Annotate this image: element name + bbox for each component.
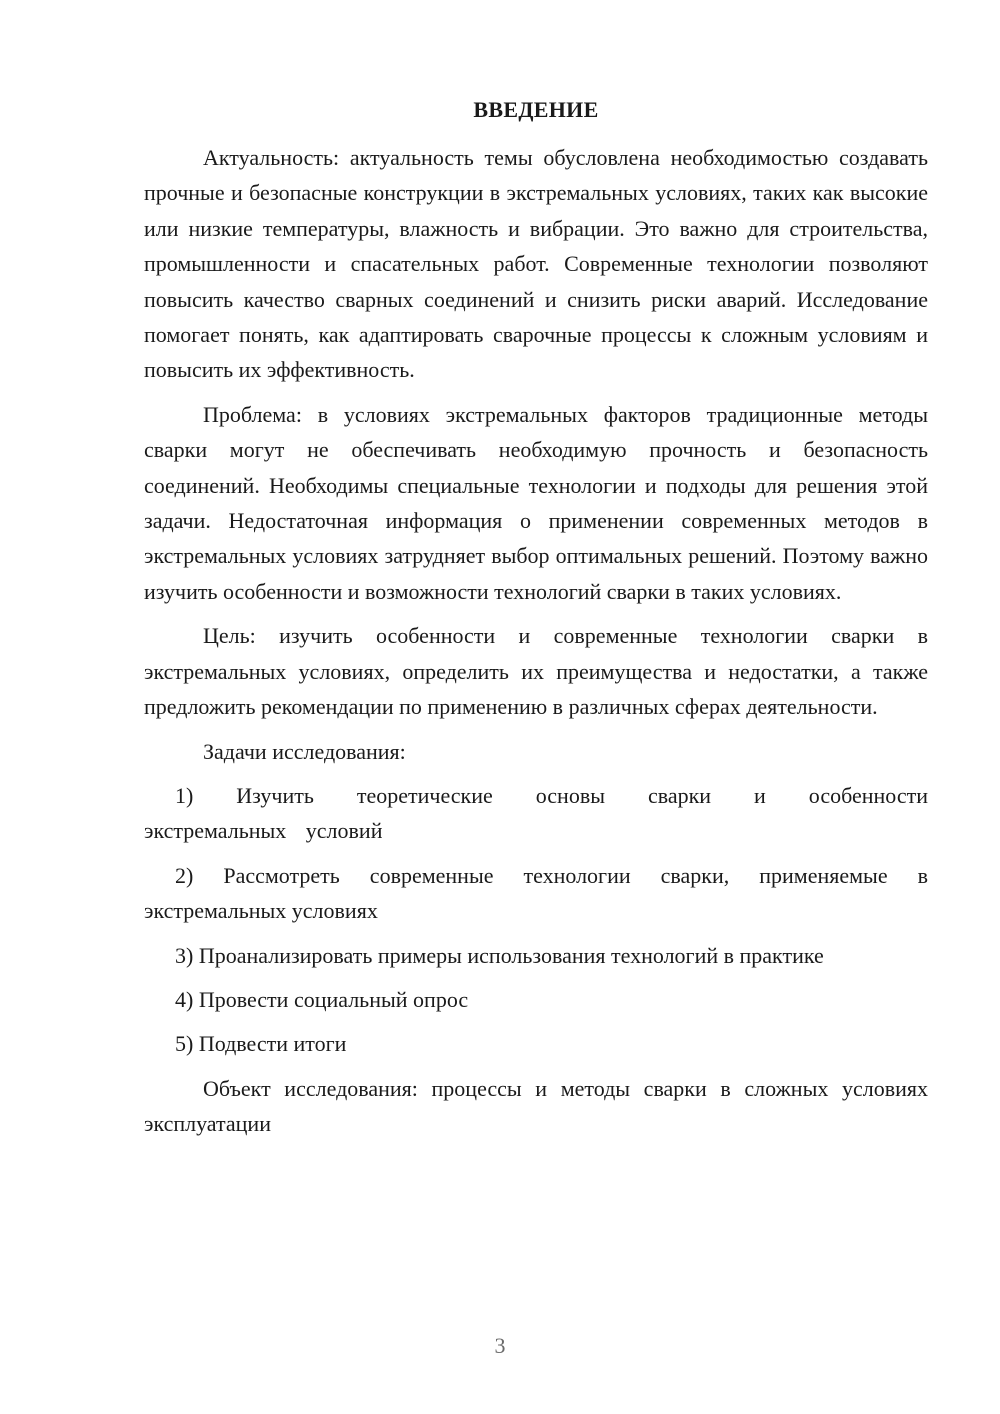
paragraph-goal: Цель: изучить особенности и современные технологии сварки в экстремальных условиях, определить их преимущества и недостатки, а также предложить рекомендации по применению в различных сферах деятельности. [144, 623, 928, 720]
task-item-4: 4) Провести социальный опрос [175, 986, 469, 1012]
task-item-5: 5) Подвести итоги [175, 1031, 347, 1057]
task-item-3: 3) Проанализировать примеры использования технологий в практике [175, 942, 824, 968]
task-item-1: 1) Изучить теоретические основы сварки и особенности экстремальных условий [144, 782, 928, 844]
section-title: ВВЕДЕНИЕ [473, 97, 599, 122]
paragraph-object: Объект исследования: процессы и методы сварки в сложных условиях эксплуатации [144, 1075, 928, 1137]
task-item-2: 2) Рассмотреть современные технологии сварки, применяемые в экстремальных условиях [144, 862, 928, 924]
paragraph-problem: Проблема: в условиях экстремальных факторов традиционные методы сварки могут не обеспечивать необходимую прочность и безопасность соединений. Необходимы специальные технологии и подходы для решения этой задачи. Недостаточная информация о применении современных методов в экстремальных условиях затрудняет выбор оптимальных решений. Поэтому важно изучить особенности и возможности технологий сварки в таких условиях. [144, 401, 928, 604]
tasks-heading: Задачи исследования: [203, 738, 406, 764]
page-number: 3 [494, 1333, 506, 1358]
paragraph-relevance: Актуальность: актуальность темы обусловлена необходимостью создавать прочные и безопасные конструкции в экстремальных условиях, таких как высокие или низкие температуры, влажность и вибрации. Это важно для строительства, промышленности и спасательных работ. Современные технологии позволяют повысить качество сварных соединений и снизить риски аварий. Исследование помогает понять, как адаптировать сварочные процессы к сложным условиям и повысить их эффективность. [144, 145, 928, 383]
document-page [144, 92, 928, 1151]
